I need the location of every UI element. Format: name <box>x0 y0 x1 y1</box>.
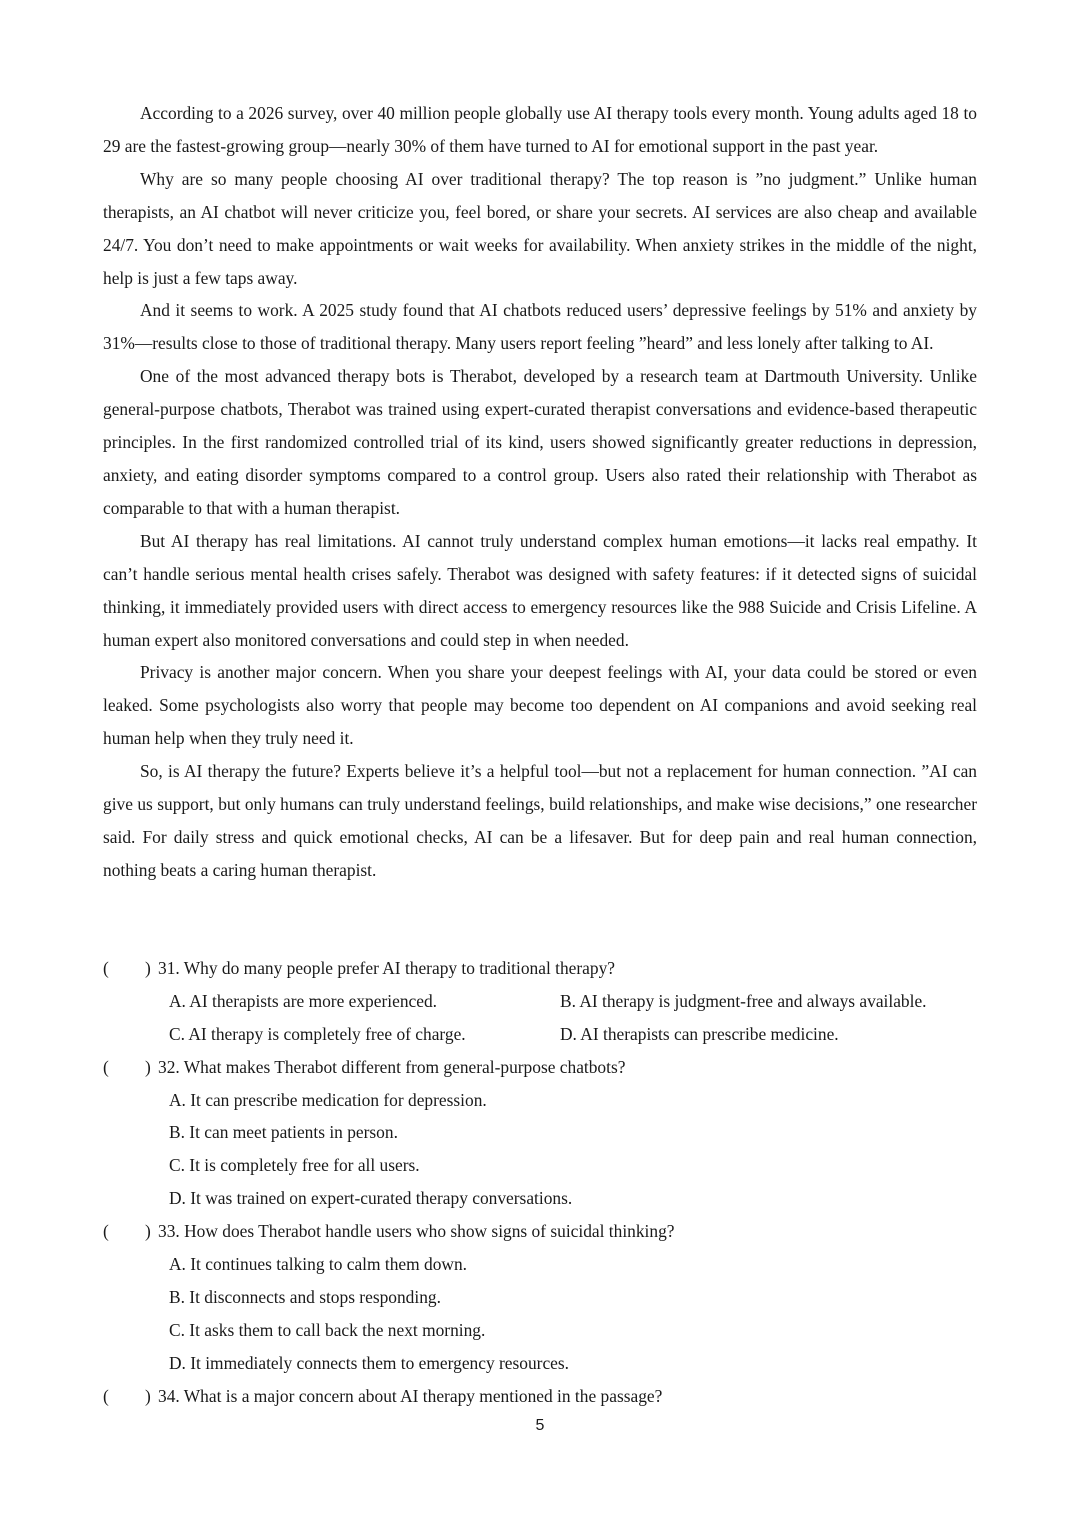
question-33 <box>103 1215 977 1248</box>
option-row <box>103 1347 977 1380</box>
page-number: 5 <box>535 1417 545 1434</box>
passage-paragraph: So, is AI therapy the future? Experts believe it’s a helpful tool—but not a replacement for human connection. ”AI can give us support, but only humans can truly understand feelings, build relationships, and make wise decisions,” one researcher said. For daily stress and quick emotional checks, AI can be a lifesaver. But for deep pain and real human connection, nothing beats a caring human therapist. <box>103 761 977 880</box>
passage-paragraph: Privacy is another major concern. When you share your deepest feelings with AI, your data could be stored or even leaked. Some psychologists also worry that people may become too dependent on AI companions and avoid seeking real human help when they truly need it. <box>103 662 977 749</box>
option-a: A. It continues talking to calm them down. <box>169 1254 468 1275</box>
question-34 <box>103 1380 977 1413</box>
reading-passage <box>103 97 977 887</box>
answer-blank-open: ( <box>103 958 109 978</box>
option-row <box>103 1314 977 1347</box>
option-d: D. AI therapists can prescribe medicine. <box>560 1023 839 1044</box>
option-row <box>103 1018 977 1051</box>
option-b: B. It disconnects and stops responding. <box>169 1286 441 1307</box>
option-d: D. It was trained on expert-curated therapy conversations. <box>169 1188 573 1209</box>
answer-blank-open: ( <box>103 1385 109 1406</box>
passage-paragraph: But AI therapy has real limitations. AI cannot truly understand complex human emotions—it lacks real empathy. It can’t handle serious mental health crises safely. Therabot was designed with safety features: if it detected signs of suicidal thinking, it immediately provided users with direct access to emergency resources like the 988 Suicide and Crisis Lifeline. A human expert also monitored conversations and could step in when needed. <box>103 530 977 650</box>
option-row <box>103 1248 977 1281</box>
option-b: B. AI therapy is judgment-free and always available. <box>560 990 927 1011</box>
answer-blank-close: ) <box>145 1056 151 1077</box>
passage-paragraph: One of the most advanced therapy bots is Therabot, developed by a research team at Dartmouth University. Unlike general-purpose chatbots, Therabot was trained using expert-curated therapist conversations and evidence-based therapeutic principles. In the first randomized controlled trial of its kind, users showed significantly greater reductions in depression, anxiety, and eating disorder symptoms compared to a control group. Users also rated their relationship with Therabot as comparable to that with a human therapist. <box>103 366 977 518</box>
option-b: B. It can meet patients in person. <box>169 1122 398 1143</box>
passage-paragraph: According to a 2026 survey, over 40 million people globally use AI therapy tools every month. Young adults aged 18 to 29 are the fastest-growing group—nearly 30% of them have turned to AI for emotional support in the past year. <box>103 103 977 156</box>
question-list <box>103 952 977 1412</box>
option-row <box>103 1182 977 1215</box>
question-32 <box>103 1051 977 1084</box>
option-row <box>103 985 977 1018</box>
answer-blank-close: ) <box>145 958 151 978</box>
question-text: 32. What makes Therabot different from general-purpose chatbots? <box>158 1056 626 1077</box>
option-a: A. AI therapists are more experienced. <box>169 990 437 1011</box>
question-text: 33. How does Therabot handle users who show signs of suicidal thinking? <box>158 1221 675 1242</box>
option-row <box>103 1281 977 1314</box>
answer-blank-open: ( <box>103 1056 109 1077</box>
option-row <box>103 1084 977 1117</box>
option-a: A. It can prescribe medication for depression. <box>169 1089 487 1110</box>
question-31 <box>103 952 977 985</box>
question-text: 31. Why do many people prefer AI therapy to traditional therapy? <box>158 958 615 978</box>
question-text: 34. What is a major concern about AI therapy mentioned in the passage? <box>158 1385 663 1406</box>
passage-paragraph: Why are so many people choosing AI over traditional therapy? The top reason is ”no judgment.” Unlike human therapists, an AI chatbot will never criticize you, feel bored, or share your secrets. AI services are also cheap and available 24/7. You don’t need to make appointments or wait weeks for availability. When anxiety strikes in the middle of the night, help is just a few taps away. <box>103 168 977 288</box>
option-d: D. It immediately connects them to emergency resources. <box>169 1352 570 1373</box>
option-c: C. It is completely free for all users. <box>169 1155 420 1176</box>
option-c: C. It asks them to call back the next morning. <box>169 1319 486 1340</box>
answer-blank-open: ( <box>103 1221 109 1242</box>
option-row <box>103 1116 977 1149</box>
answer-blank-close: ) <box>145 1385 151 1406</box>
option-c: C. AI therapy is completely free of charge. <box>169 1023 466 1044</box>
option-row <box>103 1149 977 1182</box>
answer-blank-close: ) <box>145 1221 151 1242</box>
passage-paragraph: And it seems to work. A 2025 study found that AI chatbots reduced users’ depressive feelings by 51% and anxiety by 31%—results close to those of traditional therapy. Many users report feeling ”heard” and less lonely after talking to AI. <box>103 300 977 354</box>
